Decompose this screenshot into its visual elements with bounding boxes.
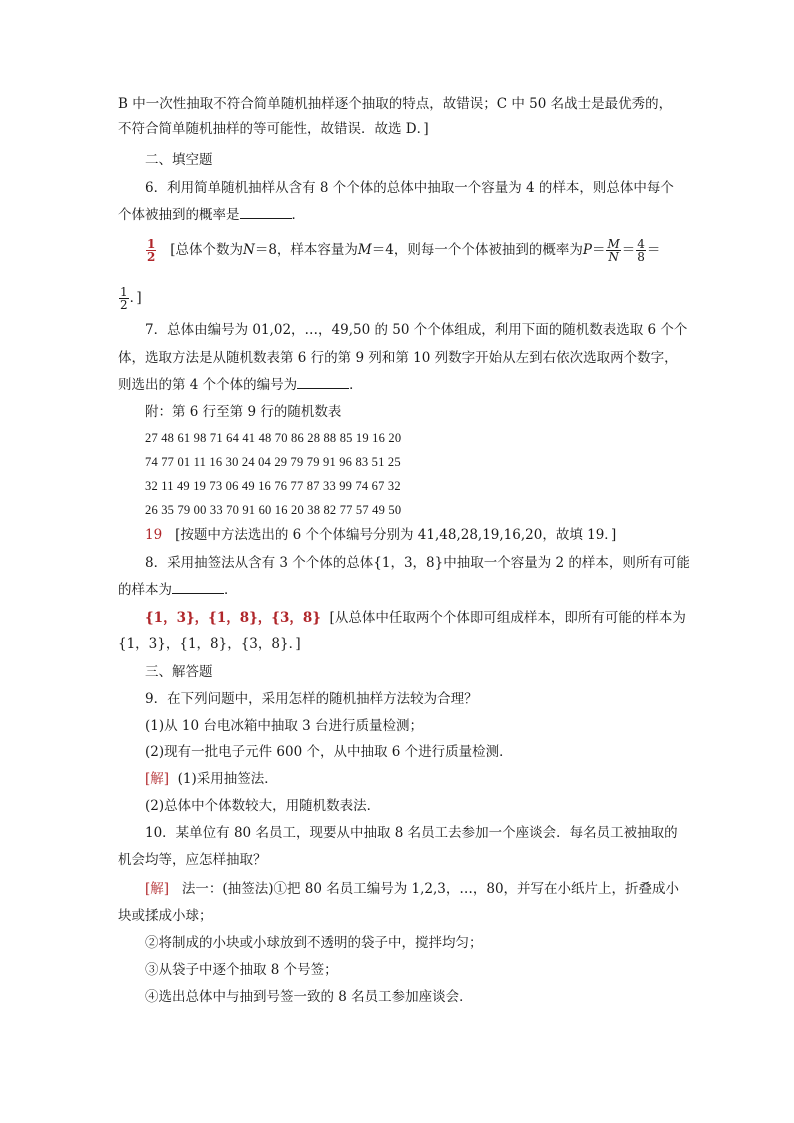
question-6-answer [145, 232, 715, 268]
answer-blank [172, 581, 224, 594]
question-7-answer [145, 525, 715, 545]
paragraph-line: 不符合简单随机抽样的等可能性，故错误．故选 D．] [118, 121, 429, 137]
solution-step: ④选出总体中与抽到号签一致的 8 名员工参加座谈会． [145, 989, 473, 1005]
explanation-text: [从总体中任取两个个体即可组成样本，即所有可能的样本为 [329, 610, 686, 626]
random-number-row: 32 11 49 19 73 06 49 16 76 77 87 33 99 74 67 32 [145, 479, 401, 493]
solution-text: (1)采用抽签法． [177, 771, 278, 787]
question-6-line [118, 205, 688, 225]
section-heading: 三、解答题 [145, 664, 213, 680]
text: ＝ [591, 242, 606, 258]
denominator: 2 [147, 250, 156, 264]
answer-blank [240, 206, 292, 219]
text: 则选出的第 4 个个体的编号为 [118, 377, 298, 393]
solution-text: 法一：(抽签法)①把 80 名员工编号为 1,2,3，…，80，并写在小纸片上，折叠成小 [181, 881, 680, 897]
question-9-item: (1)从 10 台电冰箱中抽取 3 台进行质量检测； [145, 718, 424, 734]
section-heading: 二、填空题 [145, 152, 213, 168]
text: 的样本为 [118, 582, 172, 598]
question-10-line: 10．某单位有 80 名员工，现要从中抽取 8 名员工去参加一个座谈会．每名员工被抽取的 [145, 825, 678, 841]
explanation-text: ＝8，样本容量为 [254, 242, 358, 258]
denominator: 2 [120, 298, 128, 312]
attachment-label: 附：第 6 行至第 9 行的随机数表 [145, 404, 342, 420]
solution-tag: [解] [145, 881, 170, 897]
symbol: P [582, 242, 592, 258]
question-9-solution [145, 769, 715, 789]
paragraph-line: B 中一次性抽取不符合简单随机抽样逐个抽取的特点，故错误；C 中 50 名战士是最优秀的， [118, 96, 673, 112]
answer-value: 19 [145, 527, 163, 543]
numerator: 1 [147, 237, 156, 251]
solution-step: 块或揉成小球； [118, 908, 213, 924]
explanation-text: [总体个数为 [170, 242, 244, 258]
answer-blank [297, 376, 349, 389]
denominator: 8 [637, 250, 645, 264]
solution-step: ③从袋子中逐个抽取 8 个号签； [145, 962, 338, 978]
symbol: N [243, 242, 255, 258]
answer-fraction [146, 238, 156, 263]
question-6-answer-cont [118, 280, 688, 316]
question-7-line: 7．总体由编号为 01,02，…，49,50 的 50 个个体组成，利用下面的随机数表选取 6 个个 [145, 322, 688, 338]
question-7-line [118, 375, 688, 395]
symbol: M [357, 242, 372, 258]
numerator: M [607, 237, 620, 251]
text: ． [349, 377, 363, 393]
question-10-line: 机会均等，应怎样抽取？ [118, 852, 267, 868]
question-10-solution [145, 879, 715, 899]
fraction [606, 238, 620, 263]
numerator: 4 [637, 237, 645, 251]
explanation-text: [按题中方法选出的 6 个个体编号分别为 41,48,28,19,16,20，故填 19．] [175, 527, 617, 543]
text: ． [224, 582, 238, 598]
random-number-row: 74 77 01 11 16 30 24 04 29 79 79 91 96 83 51 25 [145, 455, 401, 469]
text: ．] [129, 290, 142, 306]
denominator: N [608, 250, 619, 264]
question-8-line [118, 580, 688, 600]
question-7-line: 体，选取方法是从随机数表第 6 行的第 9 列和第 10 列数字开始从左到右依次选取两个数字， [118, 350, 678, 366]
answer-value: {1，3}，{1，8}，{3，8} [145, 610, 321, 626]
text: ＝ [621, 242, 636, 258]
random-number-row: 27 48 61 98 71 64 41 48 70 86 28 88 85 19 16 20 [145, 431, 402, 445]
text: ． [291, 207, 305, 223]
text: ＝ [646, 242, 661, 258]
question-8-line: 8．采用抽签法从含有 3 个个体的总体{1，3，8}中抽取一个容量为 2 的样本，则所有可能 [145, 555, 690, 571]
numerator: 1 [120, 285, 128, 299]
question-8-answer-cont: {1，3}，{1，8}，{3，8}．] [118, 636, 301, 652]
question-9-solution-cont: (2)总体中个体数较大，用随机数表法． [145, 798, 381, 814]
solution-step: ②将制成的小块或小球放到不透明的袋子中，搅拌均匀； [145, 935, 483, 951]
question-6-line: 6．利用简单随机抽样从含有 8 个个体的总体中抽取一个容量为 4 的样本，则总体中每个 [145, 180, 674, 196]
explanation-text: ＝4，则每一个个体被抽到的概率为 [371, 242, 583, 258]
random-number-row: 26 35 79 00 33 70 91 60 16 20 38 82 77 57 49 50 [145, 503, 402, 517]
question-8-answer [145, 608, 715, 628]
solution-tag: [解] [145, 771, 170, 787]
question-9-item: (2)现有一批电子元件 600 个，从中抽取 6 个进行质量检测． [145, 744, 513, 760]
question-9-line: 9．在下列问题中，采用怎样的随机抽样方法较为合理？ [145, 691, 478, 707]
fraction [119, 286, 129, 311]
text: 个体被抽到的概率是 [118, 207, 240, 223]
fraction [636, 238, 646, 263]
